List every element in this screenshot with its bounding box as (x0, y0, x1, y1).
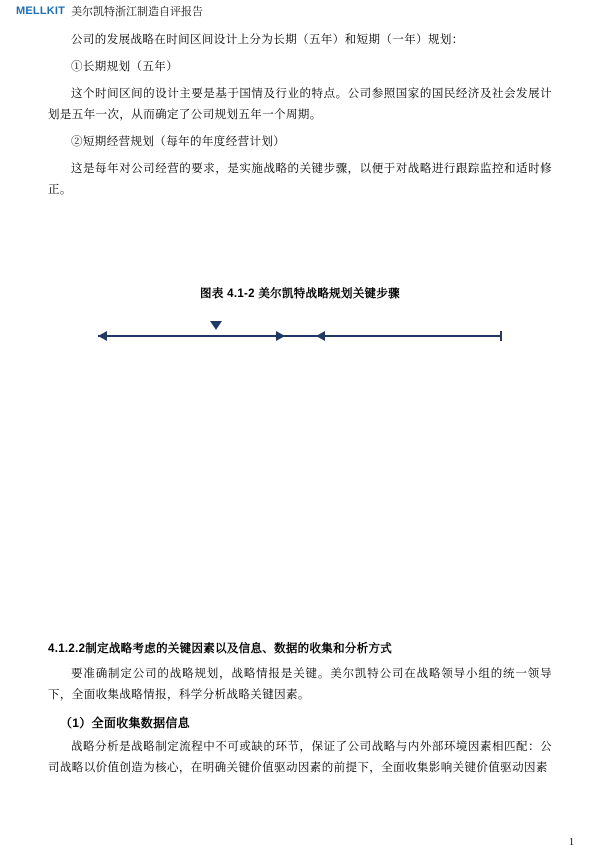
document-body (48, 30, 552, 207)
paragraph: ①长期规划（五年） (71, 61, 179, 73)
figure-left-arrow-icon (98, 331, 107, 341)
section-heading: 4.1.2.2制定战略考虑的关键因素以及信息、数据的收集和分析方式 (48, 643, 393, 655)
figure-dashed-segment (400, 335, 462, 337)
lower-section (48, 640, 552, 785)
figure-down-arrow-icon (210, 321, 222, 330)
figure-caption: 图表 4.1-2 美尔凯特战略规划关键步骤 (200, 288, 400, 300)
page-number: 1 (569, 837, 574, 848)
paragraph: ②短期经营规划（每年的年度经营计划） (71, 136, 286, 148)
paragraph: 战略分析是战略制定流程中不可或缺的环节，保证了公司战略与内外部环境因素相匹配：公司战略以价值创造为核心，在明确关键价值驱动因素的前提下，全面收集影响关键价值驱动因素 (48, 741, 552, 774)
figure-left-arrow-icon-2 (316, 331, 325, 341)
figure-block (48, 285, 552, 353)
figure-right-arrow-icon (276, 331, 285, 341)
paragraph: 要准确制定公司的战略规划，战略情报是关键。美尔凯特公司在战略领导小组的统一领导下，全面收集战略情报，科学分析战略关键因素。 (48, 668, 552, 701)
figure-diagram (48, 313, 552, 353)
paragraph: 公司的发展战略在时间区间设计上分为长期（五年）和短期（一年）规划： (71, 34, 464, 46)
sub-heading: （1）全面收集数据信息 (60, 716, 190, 730)
paragraph: 这是每年对公司经营的要求，是实施战略的关键步骤，以便于对战略进行跟踪监控和适时修正。 (48, 163, 552, 196)
paragraph: 这个时间区间的设计主要是基于国情及行业的特点。公司参照国家的国民经济及社会发展计划是五年一次，从而确定了公司规划五年一个周期。 (48, 88, 552, 121)
brand-logo: MELLKIT (16, 5, 66, 17)
header-title: 美尔凯特浙江制造自评报告 (71, 6, 204, 18)
page-header (0, 0, 600, 22)
figure-end-tick (500, 331, 502, 341)
